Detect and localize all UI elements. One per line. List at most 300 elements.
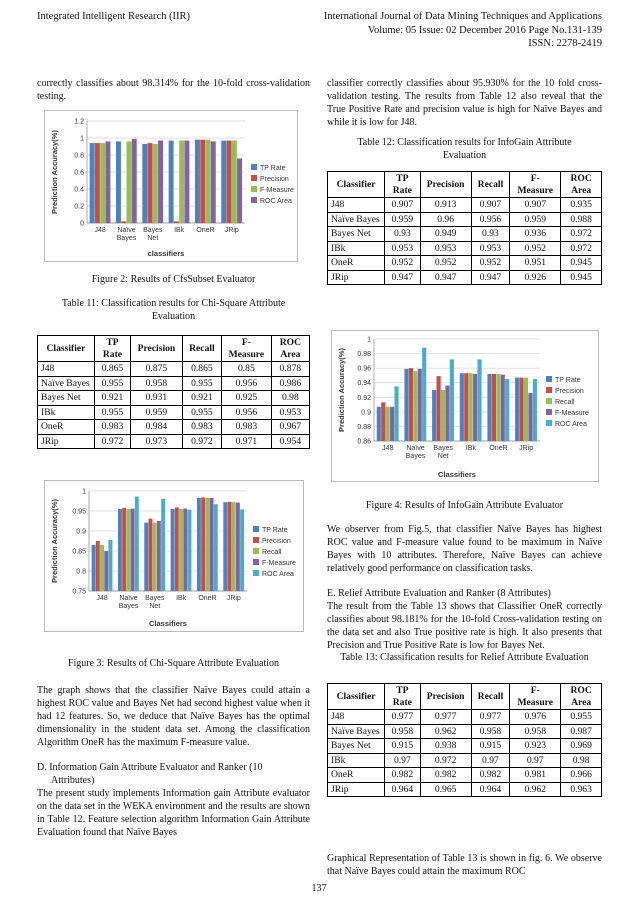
bar-f-measure-4: [206, 140, 211, 223]
value-cell: 0.958: [385, 724, 421, 739]
value-cell: 0.959: [131, 405, 183, 420]
value-cell: 0.97: [510, 753, 561, 768]
legend-swatch: [546, 376, 552, 382]
legend-entry: TP Rate: [262, 527, 288, 534]
y-tick-label: 0.88: [357, 423, 371, 431]
x-axis-title: Classifiers: [438, 470, 476, 479]
bar-tp-rate-4: [487, 374, 491, 441]
legend-entry: F-Measure: [262, 560, 296, 567]
bar-f-measure-1: [418, 369, 422, 441]
table-row: [38, 376, 310, 391]
classifier-name-cell: IBk: [38, 405, 95, 420]
bar-tp-rate-2: [432, 390, 436, 441]
legend-entry: TP Rate: [555, 377, 581, 384]
value-cell: 0.938: [420, 739, 471, 754]
header-classifier: Classifier: [38, 336, 95, 362]
value-cell: 0.952: [385, 256, 421, 271]
legend-entry: Precision: [262, 538, 291, 545]
table-row: [328, 710, 602, 725]
journal-name-left: Integrated Intelligent Research (IIR): [37, 11, 191, 22]
table-11: [37, 335, 310, 449]
y-tick-label: 0.95: [72, 508, 86, 516]
bar-roc-area-2: [450, 359, 454, 441]
header-recall: Recall: [471, 172, 510, 198]
bar-recall-0: [386, 407, 390, 441]
bar-roc-area-5: [533, 379, 537, 441]
paragraph: Graphical Representation of Table 13 is shown in fig. 6. We observe that Naïve Bayes could attain the maximum ROC: [327, 853, 602, 877]
bar-f-measure-1: [131, 509, 135, 591]
table-row: [328, 241, 602, 256]
x-tick-label: J48: [94, 227, 106, 234]
x-tick-label: Naïve Bayes: [118, 595, 139, 610]
legend-swatch: [251, 175, 257, 181]
bar-roc-area-1: [132, 139, 137, 223]
table-row: [38, 434, 310, 449]
x-tick-label: JRip: [519, 445, 534, 452]
y-tick-label: 0.92: [357, 394, 371, 402]
value-cell: 0.926: [510, 270, 561, 285]
header-classifier: Classifier: [328, 172, 385, 198]
legend-entry: ROC Area: [260, 198, 292, 205]
legend-entry: ROC Area: [555, 421, 587, 428]
bar-tp-rate-4: [197, 498, 201, 591]
value-cell: 0.947: [471, 270, 510, 285]
classifier-name-cell: OneR: [328, 256, 385, 271]
value-cell: 0.984: [131, 420, 183, 435]
value-cell: 0.954: [271, 434, 309, 449]
section-heading-line: D. Information Gain Attribute Evaluator and Ranker (10: [37, 762, 263, 773]
bar-tp-rate-2: [144, 523, 148, 591]
value-cell: 0.949: [420, 227, 471, 242]
y-tick-label: 0.94: [357, 380, 371, 388]
table-row: [38, 362, 310, 377]
bar-tp-rate-5: [221, 141, 226, 223]
value-cell: 0.982: [471, 768, 510, 783]
value-cell: 0.915: [471, 739, 510, 754]
bar-tp-rate-5: [515, 378, 519, 441]
paragraph: correctly classifies about 98.314% for the 10-fold cross-validation testing.: [37, 78, 310, 102]
value-cell: 0.907: [385, 198, 421, 213]
y-tick-label: 0.8: [76, 568, 86, 576]
bar-roc-area-4: [211, 141, 216, 223]
value-cell: 0.956: [222, 405, 272, 420]
table-row: [328, 270, 602, 285]
value-cell: 0.97: [385, 753, 421, 768]
value-cell: 0.913: [420, 198, 471, 213]
figure-4: [331, 330, 599, 482]
table-12-caption: Table 12: Classification results for InfoGain Attribute Evaluation: [357, 137, 572, 161]
value-cell: 0.976: [510, 710, 561, 725]
table-row: [328, 739, 602, 754]
header-tp-rate: TP Rate: [94, 336, 130, 362]
table-row: [328, 768, 602, 783]
legend-entry: Recall: [555, 399, 575, 406]
value-cell: 0.977: [385, 710, 421, 725]
legend-swatch: [253, 526, 259, 532]
value-cell: 0.982: [385, 768, 421, 783]
y-tick-label: 1: [80, 135, 84, 143]
classifier-name-cell: Naïve Bayes: [328, 724, 385, 739]
bar-precision-0: [96, 541, 100, 591]
bar-precision-4: [492, 374, 496, 441]
x-tick-label: IBk: [465, 445, 476, 452]
legend-swatch: [546, 387, 552, 393]
bar-precision-2: [437, 376, 441, 441]
value-cell: 0.93: [471, 227, 510, 242]
x-axis-title: Classifiers: [149, 619, 187, 628]
legend-entry: ROC Area: [262, 571, 294, 578]
x-tick-label: Bayes Net: [143, 227, 163, 242]
bar-roc-area-0: [394, 386, 398, 441]
value-cell: 0.98: [271, 391, 309, 406]
x-tick-label: Bayes Net: [145, 595, 165, 610]
bar-precision-2: [149, 519, 153, 591]
table-row: [328, 256, 602, 271]
value-cell: 0.952: [471, 256, 510, 271]
value-cell: 0.953: [420, 241, 471, 256]
y-tick-label: 1: [367, 336, 371, 344]
left-column-lower: [37, 684, 310, 839]
legend-swatch: [253, 548, 259, 554]
bar-precision-1: [409, 368, 413, 441]
value-cell: 0.953: [385, 241, 421, 256]
figure-3: [44, 480, 304, 632]
bar-tp-rate-4: [195, 140, 200, 223]
x-tick-label: JRip: [226, 595, 241, 602]
value-cell: 0.947: [420, 270, 471, 285]
value-cell: 0.967: [271, 420, 309, 435]
table-row: [38, 391, 310, 406]
paragraph: classifier correctly classifies about 95.930% for the 10 fold cross-validation testing. The results from Table 12 also reveal that the True Positive Rate and precision value is high for Naïve Bayes and while it is low for J48.: [327, 78, 602, 128]
table-row: [38, 405, 310, 420]
value-cell: 0.982: [420, 768, 471, 783]
bar-recall-4: [496, 374, 500, 441]
classifier-name-cell: Naïve Bayes: [328, 212, 385, 227]
value-cell: 0.969: [561, 739, 602, 754]
value-cell: 0.947: [385, 270, 421, 285]
bar-recall-2: [441, 390, 445, 441]
bar-precision-5: [520, 378, 524, 441]
classifier-name-cell: OneR: [38, 420, 95, 435]
legend-swatch: [546, 420, 552, 426]
bar-precision-5: [228, 502, 232, 591]
value-cell: 0.931: [131, 391, 183, 406]
value-cell: 0.958: [510, 724, 561, 739]
table-13: [327, 683, 602, 797]
bar-precision-1: [122, 508, 126, 591]
bar-roc-area-1: [422, 348, 426, 441]
classifier-name-cell: JRip: [328, 270, 385, 285]
bar-tp-rate-0: [90, 143, 95, 223]
section-d-heading: [37, 761, 310, 787]
classifier-name-cell: Naïve Bayes: [38, 376, 95, 391]
y-tick-label: 0.75: [72, 588, 86, 596]
bar-recall-3: [469, 373, 473, 441]
bar-f-measure-3: [473, 374, 477, 441]
journal-issn: ISSN: 2278-2419: [528, 38, 602, 49]
section-e-heading: E. Relief Attribute Evaluation and Ranker (8 Attributes): [327, 588, 551, 599]
bar-precision-1: [121, 221, 126, 223]
y-tick-label: 0.9: [76, 528, 86, 536]
value-cell: 0.972: [94, 434, 130, 449]
y-axis-title: Prediction Accuracy(%): [337, 348, 346, 432]
value-cell: 0.973: [131, 434, 183, 449]
value-cell: 0.983: [222, 420, 272, 435]
classifier-name-cell: OneR: [328, 768, 385, 783]
journal-title: International Journal of Data Mining Techniques and Applications: [323, 11, 602, 22]
bar-tp-rate-3: [169, 141, 174, 223]
figure-4-caption: Figure 4: Results of InfoGain Attribute Evaluator: [365, 500, 564, 511]
bar-roc-area-5: [237, 158, 242, 223]
legend-entry: Precision: [260, 176, 289, 183]
value-cell: 0.952: [510, 241, 561, 256]
table-row: [38, 420, 310, 435]
classifier-name-cell: IBk: [328, 753, 385, 768]
value-cell: 0.955: [94, 376, 130, 391]
value-cell: 0.971: [222, 434, 272, 449]
value-cell: 0.972: [561, 227, 602, 242]
value-cell: 0.964: [471, 782, 510, 797]
bar-f-measure-5: [528, 393, 532, 441]
classifier-name-cell: J48: [328, 710, 385, 725]
y-tick-label: 0.96: [357, 365, 371, 373]
value-cell: 0.925: [222, 391, 272, 406]
bar-roc-area-3: [184, 141, 189, 223]
figure-2-caption: Figure 2: Results of CfsSubset Evaluator: [91, 274, 256, 285]
value-cell: 0.987: [561, 724, 602, 739]
legend-swatch: [251, 197, 257, 203]
value-cell: 0.977: [420, 710, 471, 725]
bar-precision-3: [464, 373, 468, 441]
bar-f-measure-0: [104, 551, 108, 591]
bar-f-measure-2: [445, 386, 449, 441]
value-cell: 0.953: [271, 405, 309, 420]
figure-3-chart: [45, 481, 305, 633]
header-roc-area: ROC Area: [271, 336, 309, 362]
y-tick-label: 0.4: [74, 186, 84, 194]
y-tick-label: 0: [80, 220, 84, 228]
journal-volume: Volume: 05 Issue: 02 December 2016 Page No.131-139: [367, 24, 602, 36]
value-cell: 0.983: [94, 420, 130, 435]
value-cell: 0.986: [271, 376, 309, 391]
value-cell: 0.955: [94, 405, 130, 420]
classifier-name-cell: JRip: [38, 434, 95, 449]
table-header-row: [38, 336, 310, 362]
value-cell: 0.85: [222, 362, 272, 377]
header-tp-rate: TP Rate: [385, 684, 421, 710]
value-cell: 0.945: [561, 270, 602, 285]
legend-swatch: [253, 570, 259, 576]
classifier-name-cell: J48: [38, 362, 95, 377]
bar-f-measure-4: [501, 375, 505, 441]
bar-tp-rate-0: [377, 407, 381, 441]
classifier-name-cell: Bayes Net: [38, 391, 95, 406]
bar-tp-rate-5: [223, 502, 227, 591]
table-row: [328, 227, 602, 242]
value-cell: 0.964: [385, 782, 421, 797]
right-column-lower: [327, 523, 602, 665]
classifier-name-cell: JRip: [328, 782, 385, 797]
value-cell: 0.972: [182, 434, 221, 449]
bar-recall-2: [153, 523, 157, 591]
x-tick-label: JRip: [224, 227, 239, 234]
value-cell: 0.907: [471, 198, 510, 213]
x-tick-label: OneR: [196, 227, 215, 234]
legend-swatch: [546, 409, 552, 415]
x-tick-label: Bayes Net: [433, 445, 453, 460]
value-cell: 0.959: [510, 212, 561, 227]
bar-f-measure-1: [127, 141, 132, 223]
bar-recall-1: [126, 509, 130, 591]
legend-entry: F-Measure: [555, 410, 589, 417]
bar-precision-4: [200, 140, 205, 223]
value-cell: 0.958: [471, 724, 510, 739]
value-cell: 0.959: [385, 212, 421, 227]
bar-precision-5: [227, 141, 232, 223]
bar-tp-rate-3: [171, 509, 175, 591]
bar-precision-3: [174, 221, 179, 223]
value-cell: 0.97: [471, 753, 510, 768]
value-cell: 0.951: [510, 256, 561, 271]
bar-roc-area-2: [158, 141, 163, 223]
header-recall: Recall: [182, 336, 221, 362]
y-axis-title: Prediction Accuracy(%): [50, 499, 59, 583]
x-tick-label: J48: [382, 445, 394, 452]
figure-2: [44, 110, 298, 262]
bar-tp-rate-1: [118, 509, 122, 591]
header-precision: Precision: [420, 684, 471, 710]
value-cell: 0.923: [510, 739, 561, 754]
figure-2-chart: [45, 111, 299, 263]
y-tick-label: 0.9: [361, 409, 371, 417]
bar-roc-area-3: [477, 359, 481, 441]
bar-roc-area-3: [187, 510, 191, 591]
bar-tp-rate-3: [460, 373, 464, 441]
x-tick-label: Naïve Bayes: [116, 227, 137, 242]
classifier-name-cell: Bayes Net: [328, 739, 385, 754]
value-cell: 0.915: [385, 739, 421, 754]
right-column-bottom: [327, 852, 602, 878]
header-f-measure: F-Measure: [222, 336, 272, 362]
bar-f-measure-5: [236, 503, 240, 591]
bar-recall-5: [232, 502, 236, 591]
bar-recall-1: [413, 371, 417, 441]
table-11-caption: Table 11: Classification results for Chi-Square Attribute Evaluation: [61, 298, 286, 322]
bar-precision-0: [381, 402, 385, 441]
value-cell: 0.963: [561, 782, 602, 797]
bar-precision-4: [201, 497, 205, 591]
table-row: [328, 212, 602, 227]
header-tp-rate: TP Rate: [385, 172, 421, 198]
bar-precision-0: [95, 143, 100, 223]
legend-swatch: [546, 398, 552, 404]
bar-roc-area-2: [161, 499, 165, 591]
value-cell: 0.972: [420, 753, 471, 768]
bar-roc-area-0: [108, 540, 112, 591]
value-cell: 0.96: [420, 212, 471, 227]
page-number: 137: [311, 883, 327, 894]
classifier-name-cell: J48: [328, 198, 385, 213]
value-cell: 0.945: [561, 256, 602, 271]
value-cell: 0.966: [561, 768, 602, 783]
header-precision: Precision: [420, 172, 471, 198]
bar-tp-rate-1: [116, 141, 121, 223]
header-classifier: Classifier: [328, 684, 385, 710]
bar-recall-3: [179, 509, 183, 591]
value-cell: 0.936: [510, 227, 561, 242]
value-cell: 0.935: [561, 198, 602, 213]
value-cell: 0.955: [182, 376, 221, 391]
bar-roc-area-4: [505, 379, 509, 441]
value-cell: 0.965: [420, 782, 471, 797]
bar-precision-3: [175, 507, 179, 591]
journal-header-right: [324, 10, 602, 51]
bar-f-measure-5: [232, 141, 237, 223]
bar-precision-2: [148, 143, 153, 223]
bar-roc-area-0: [105, 141, 110, 223]
bar-f-measure-3: [183, 509, 187, 591]
x-tick-label: J48: [96, 595, 108, 602]
value-cell: 0.921: [94, 391, 130, 406]
y-tick-label: 0.86: [357, 438, 371, 446]
table-13-caption: Table 13: Classification results for Relief Attribute Evaluation: [340, 652, 589, 663]
header-f-measure: F-Measure: [510, 172, 561, 198]
value-cell: 0.98: [561, 753, 602, 768]
y-tick-label: 0.8: [74, 152, 84, 160]
bar-tp-rate-0: [92, 545, 96, 591]
value-cell: 0.977: [471, 710, 510, 725]
header-f-measure: F-Measure: [510, 684, 561, 710]
classifier-name-cell: IBk: [328, 241, 385, 256]
legend-entry: F-Measure: [260, 187, 294, 194]
bar-recall-0: [100, 545, 104, 591]
y-tick-label: 1.2: [74, 118, 84, 126]
table-header-row: [328, 172, 602, 198]
value-cell: 0.878: [271, 362, 309, 377]
y-tick-label: 0.2: [74, 203, 84, 211]
legend-swatch: [251, 186, 257, 192]
bar-f-measure-0: [100, 143, 105, 223]
figure-4-chart: [332, 331, 600, 483]
value-cell: 0.956: [222, 376, 272, 391]
value-cell: 0.953: [471, 241, 510, 256]
value-cell: 0.988: [561, 212, 602, 227]
bar-f-measure-0: [390, 407, 394, 441]
bar-recall-4: [205, 498, 209, 591]
bar-roc-area-5: [240, 509, 244, 591]
table-row: [328, 198, 602, 213]
value-cell: 0.956: [471, 212, 510, 227]
value-cell: 0.981: [510, 768, 561, 783]
x-axis-title: classifiers: [147, 249, 185, 258]
x-tick-label: IBk: [174, 227, 185, 234]
value-cell: 0.907: [510, 198, 561, 213]
table-row: [328, 782, 602, 797]
bar-roc-area-4: [214, 504, 218, 591]
x-tick-label: Naïve Bayes: [405, 445, 426, 460]
y-tick-label: 0.6: [74, 169, 84, 177]
paragraph: The present study implements Information gain Attribute evaluator on the data set in the WEKA environment and the results are shown in Table 12. Feature selection algorithm Information Gain Attribute Evaluation found that Naïve Bayes: [37, 788, 310, 838]
table-header-row: [328, 684, 602, 710]
y-tick-label: 0.85: [72, 548, 86, 556]
header-roc-area: ROC Area: [561, 172, 602, 198]
legend-swatch: [253, 537, 259, 543]
value-cell: 0.952: [420, 256, 471, 271]
bar-recall-5: [524, 378, 528, 441]
legend-entry: TP Rate: [260, 165, 286, 172]
left-column: [37, 77, 310, 103]
bar-roc-area-1: [135, 497, 139, 591]
